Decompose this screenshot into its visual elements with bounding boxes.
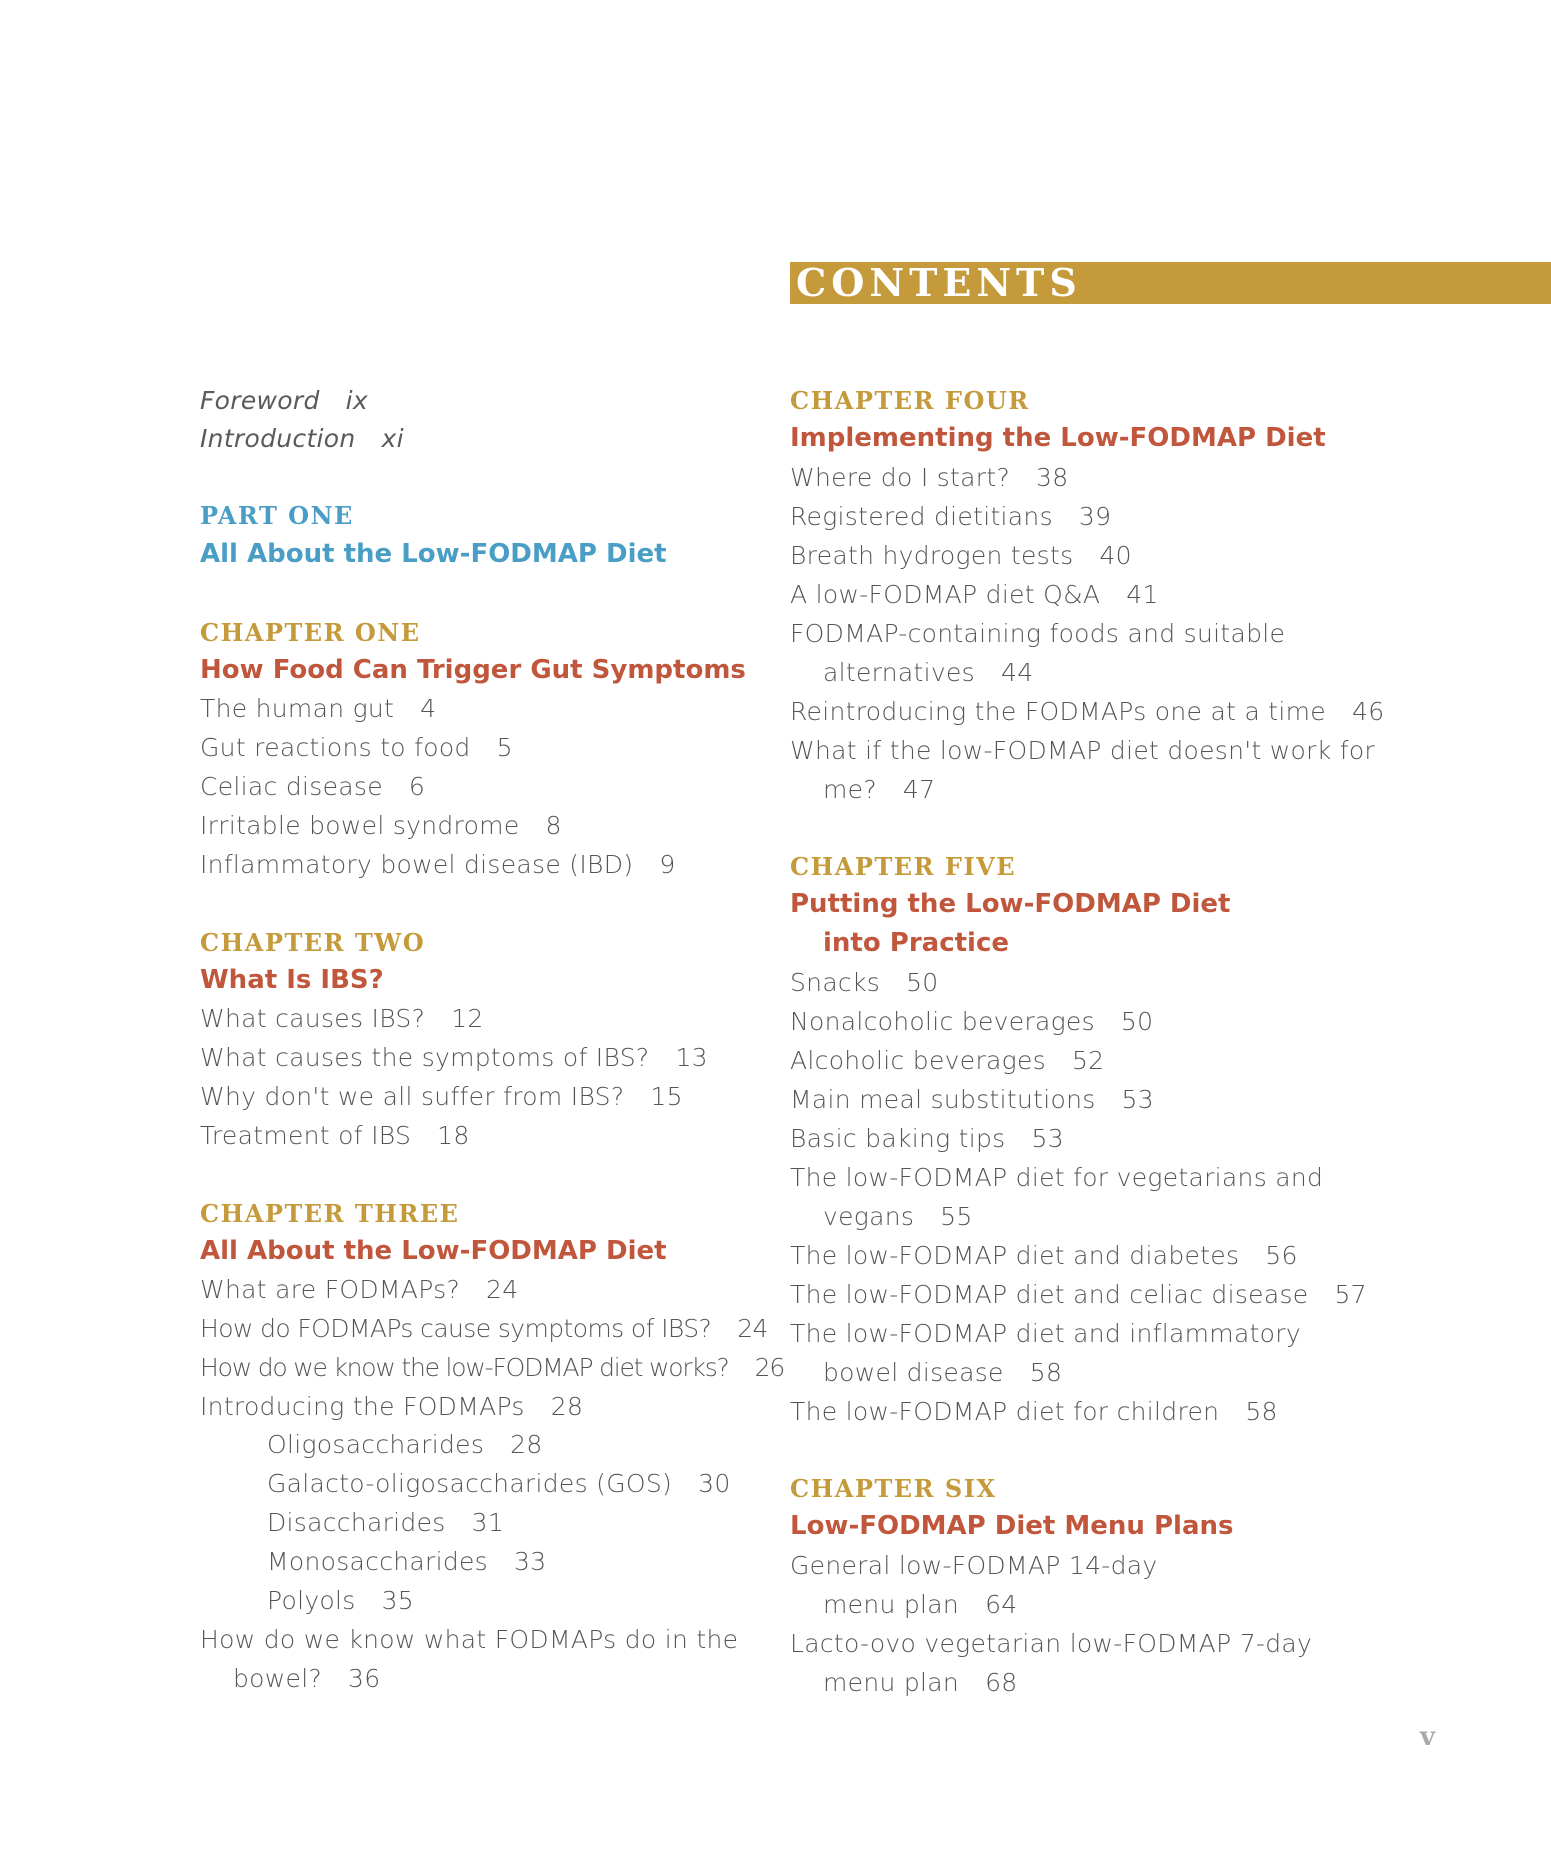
toc-entry[interactable]: Nonalcoholic beverages 50: [790, 1007, 1154, 1036]
page-number: 68: [985, 1668, 1018, 1697]
page-number: 35: [381, 1586, 415, 1615]
chapter-four-label: CHAPTER FOUR: [790, 386, 1030, 415]
chapter-two-label: CHAPTER TWO: [200, 928, 426, 957]
page-number: 33: [514, 1547, 547, 1576]
toc-entry[interactable]: Reintroducing the FODMAPs one at a time 46: [790, 697, 1385, 726]
toc-entry[interactable]: Breath hydrogen tests 40: [790, 541, 1132, 570]
page-number: 57: [1334, 1280, 1367, 1309]
page-number: 8: [545, 811, 562, 840]
page-number: 15: [650, 1082, 683, 1111]
toc-entry[interactable]: Registered dietitians 39: [790, 502, 1112, 531]
toc-entry-continuation[interactable]: bowel? 36: [233, 1664, 381, 1693]
toc-entry[interactable]: The low-FODMAP diet for vegetarians and: [790, 1163, 1324, 1192]
toc-entry[interactable]: Basic baking tips 53: [790, 1124, 1064, 1153]
toc-entry[interactable]: How do FODMAPs cause symptoms of IBS? 24: [200, 1314, 768, 1343]
toc-entry[interactable]: Snacks 50: [790, 968, 939, 997]
toc-entry[interactable]: What causes IBS? 12: [200, 1004, 484, 1033]
toc-entry-continuation[interactable]: menu plan 64: [823, 1590, 1018, 1619]
toc-entry-continuation[interactable]: vegans 55: [823, 1202, 973, 1231]
toc-subentry[interactable]: Monosaccharides 33: [267, 1547, 547, 1576]
page-number: ix: [345, 386, 368, 415]
toc-entry[interactable]: Introducing the FODMAPs 28: [200, 1392, 584, 1421]
chapter-five-title[interactable]: Putting the Low-FODMAP Diet: [790, 889, 1231, 919]
page-number: 30: [698, 1469, 731, 1498]
page-number: 52: [1071, 1046, 1105, 1075]
toc-entry[interactable]: What if the low-FODMAP diet doesn't work for: [790, 736, 1376, 765]
toc-entry[interactable]: Where do I start? 38: [790, 463, 1069, 492]
page-number: 26: [754, 1353, 785, 1382]
toc-entry[interactable]: What causes the symptoms of IBS? 13: [200, 1043, 708, 1072]
part-one-title: All About the Low-FODMAP Diet: [200, 539, 667, 569]
page-number: 4: [420, 694, 437, 723]
page-number: 36: [348, 1664, 381, 1693]
page-number: 38: [1036, 463, 1069, 492]
page-number: 44: [1001, 658, 1034, 687]
toc-entry[interactable]: FODMAP-containing foods and suitable: [790, 619, 1286, 648]
page-number: 9: [659, 850, 676, 879]
toc-entry[interactable]: Treatment of IBS 18: [200, 1121, 470, 1150]
page-number: 13: [675, 1043, 708, 1072]
chapter-six-label: CHAPTER SIX: [790, 1474, 997, 1503]
page-number: 24: [486, 1275, 519, 1304]
toc-entry-continuation[interactable]: me? 47: [823, 775, 936, 804]
chapter-one-title[interactable]: How Food Can Trigger Gut Symptoms: [200, 655, 746, 685]
contents-banner: [790, 262, 1551, 304]
toc-entry-continuation[interactable]: alternatives 44: [823, 658, 1034, 687]
toc-entry[interactable]: Why don't we all suffer from IBS? 15: [200, 1082, 683, 1111]
part-one-label: PART ONE: [200, 501, 354, 530]
toc-entry-foreword[interactable]: Foreword ix: [200, 386, 368, 415]
chapter-three-label: CHAPTER THREE: [200, 1199, 460, 1228]
toc-entry[interactable]: Gut reactions to food 5: [200, 733, 513, 762]
toc-entry[interactable]: How do we know what FODMAPs do in the: [200, 1625, 739, 1654]
toc-entry[interactable]: What are FODMAPs? 24: [200, 1275, 519, 1304]
chapter-five-label: CHAPTER FIVE: [790, 852, 1017, 881]
toc-subentry[interactable]: Galacto-oligosaccharides (GOS) 30: [267, 1469, 731, 1498]
page-number: 46: [1352, 697, 1385, 726]
page-number: 28: [550, 1392, 584, 1421]
toc-entry[interactable]: Main meal substitutions 53: [790, 1085, 1154, 1114]
toc-entry[interactable]: The low-FODMAP diet and inflammatory: [790, 1319, 1301, 1348]
page-number: 56: [1265, 1241, 1298, 1270]
toc-entry-continuation[interactable]: menu plan 68: [823, 1668, 1018, 1697]
toc-entry-continuation[interactable]: bowel disease 58: [823, 1358, 1063, 1387]
page-number: 24: [737, 1314, 768, 1343]
chapter-five-title-continuation[interactable]: into Practice: [823, 928, 1009, 958]
page-number: 53: [1121, 1085, 1154, 1114]
toc-entry[interactable]: Celiac disease 6: [200, 772, 426, 801]
page-number: xi: [381, 424, 404, 453]
page-number: 31: [471, 1508, 505, 1537]
page-number: 58: [1245, 1397, 1278, 1426]
page-number: 28: [510, 1430, 543, 1459]
page-number: 50: [906, 968, 939, 997]
toc-subentry[interactable]: Polyols 35: [267, 1586, 415, 1615]
page-folio: v: [1420, 1722, 1436, 1752]
toc-entry[interactable]: The low-FODMAP diet and celiac disease 57: [790, 1280, 1367, 1309]
toc-entry[interactable]: Alcoholic beverages 52: [790, 1046, 1105, 1075]
toc-subentry[interactable]: Disaccharides 31: [267, 1508, 505, 1537]
toc-entry[interactable]: Lacto-ovo vegetarian low-FODMAP 7-day: [790, 1629, 1313, 1658]
page-number: 53: [1031, 1124, 1064, 1153]
toc-entry[interactable]: How do we know the low-FODMAP diet works? 26: [200, 1353, 785, 1382]
toc-entry[interactable]: The low-FODMAP diet and diabetes 56: [790, 1241, 1298, 1270]
toc-entry-introduction[interactable]: Introduction xi: [200, 424, 404, 453]
page-title: CONTENTS: [796, 260, 1082, 305]
toc-entry[interactable]: A low-FODMAP diet Q&A 41: [790, 580, 1159, 609]
chapter-one-label: CHAPTER ONE: [200, 618, 421, 647]
page-number: 40: [1099, 541, 1132, 570]
toc-entry[interactable]: General low-FODMAP 14-day: [790, 1551, 1158, 1580]
toc-entry[interactable]: Inflammatory bowel disease (IBD) 9: [200, 850, 676, 879]
page-number: 5: [496, 733, 513, 762]
page-number: 64: [985, 1590, 1018, 1619]
page-number: 55: [940, 1202, 973, 1231]
chapter-six-title[interactable]: Low-FODMAP Diet Menu Plans: [790, 1511, 1234, 1541]
page-number: 39: [1078, 502, 1112, 531]
toc-entry[interactable]: Irritable bowel syndrome 8: [200, 811, 562, 840]
page-number: 12: [451, 1004, 484, 1033]
toc-entry[interactable]: The low-FODMAP diet for children 58: [790, 1397, 1278, 1426]
page-number: 50: [1120, 1007, 1154, 1036]
chapter-three-title[interactable]: All About the Low-FODMAP Diet: [200, 1236, 667, 1266]
toc-subentry[interactable]: Oligosaccharides 28: [267, 1430, 543, 1459]
page-number: 6: [408, 772, 426, 801]
page-number: 47: [902, 775, 936, 804]
page-number: 41: [1126, 580, 1159, 609]
chapter-two-title[interactable]: What Is IBS?: [200, 965, 384, 995]
chapter-four-title[interactable]: Implementing the Low-FODMAP Diet: [790, 423, 1326, 453]
toc-entry[interactable]: The human gut 4: [200, 694, 437, 723]
page-number: 58: [1029, 1358, 1063, 1387]
page-number: 18: [437, 1121, 470, 1150]
